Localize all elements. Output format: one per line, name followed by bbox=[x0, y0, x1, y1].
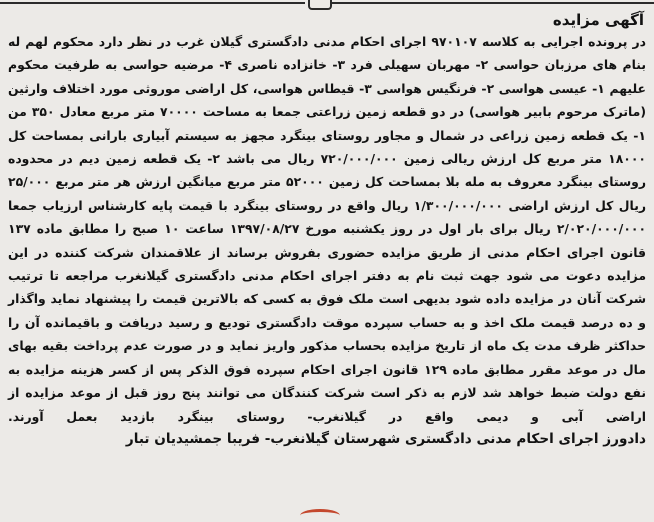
auction-notice bbox=[8, 10, 646, 506]
red-stamp-fragment bbox=[300, 509, 340, 522]
bottom-edge bbox=[0, 508, 654, 522]
notice-title: آگهی مزایده bbox=[552, 11, 644, 29]
notice-signature: دادورز اجرای احکام مدنی دادگستری شهرستان گیلانغرب- فریبا جمشیدیان تبار bbox=[125, 430, 646, 447]
rule-right bbox=[332, 2, 654, 4]
rule-bracket bbox=[308, 0, 332, 10]
notice-body: در پرونده اجرایی به کلاسه ۹۷۰۱۰۷ اجرای احکام مدنی دادگستری گیلان غرب در نظر دارد محکوم لهم له بنام های مرزبان حواسی ۲- مهربان سهیلی فرد ۳- خانزاده ناصری ۴- مرضیه حواسی به طرفیت محکوم علیهم ۱- عیسی هواسی ۲- فرنگیس هواسی ۳- قیطاس هواسی، کل اراضی موروثی مورد اختلاف وارثین (ماترک مرحوم بابیر هواسی) در دو قطعه زمین زراعتی جمعا به مساحت ۷۰۰۰۰ متر مربع معادل ۳۵۰ من ۱- یک قطعه زمین زراعی در شمال و مجاور روستای بینگرد مجهز به سیستم آبیاری بارانی بمساحت کل ۱۸۰۰۰ متر مربع کل ارزش ریالی زمین ۷۲۰/۰۰۰/۰۰۰ ریال می باشد ۲- یک قطعه زمین دیم در محدوده روستای بینگرد معروف به مله بلا بمساحت کل زمین ۵۲۰۰۰ متر مربع میانگین ارزش هر متر مربع ۲۵/۰۰۰ ریال کل ارزش اراضی ۱/۳۰۰/۰۰۰/۰۰۰ ریال واقع در روستای بینگرد با قیمت پایه کارشناس ارزیاب جمعا ۲/۰۲۰/۰۰۰/۰۰۰ ریال برای بار اول در روز یکشنبه مورخ ۱۳۹۷/۰۸/۲۷ ساعت ۱۰ صبح را مطابق ماده ۱۳۷ قانون اجرای احکام مدنی از طریق مزایده حضوری بفروش برساند از علاقمندان شرکت کننده در این مزایده دعوت می شود جهت ثبت نام به دفتر اجرای احکام مدنی دادگستری گیلانغرب مراجعه تا ترتیب شرکت آنان در مزایده داده شود بدیهی است ملک فوق به کسی که بالاترین قیمت را پیشنهاد نماید واگذار و ده درصد قیمت ملک اخذ و به حساب سپرده موقت دادگستری تودیع و رسید دریافت و باقیمانده آن را حداکثر ظرف مدت یک ماه از تاریخ مزایده بحساب مذکور واریز نماید و در صورت عدم پرداخت بقیه بهای مال در موعد مقرر مطابق ماده ۱۲۹ قانون اجرای احکام سپرده فوق الذکر پس از کسر هزینه مزایده به نفع دولت ضبط خواهد شد لازم به ذکر است شرکت کنندگان می توانند پنج روز قبل از موعد مزایده از اراضی آبی و دیمی واقع در گیلانغرب- روستای بینگرد بازدید بعمل آورند. bbox=[8, 34, 647, 424]
rule-left bbox=[0, 2, 305, 4]
top-border-rule bbox=[0, 0, 654, 8]
